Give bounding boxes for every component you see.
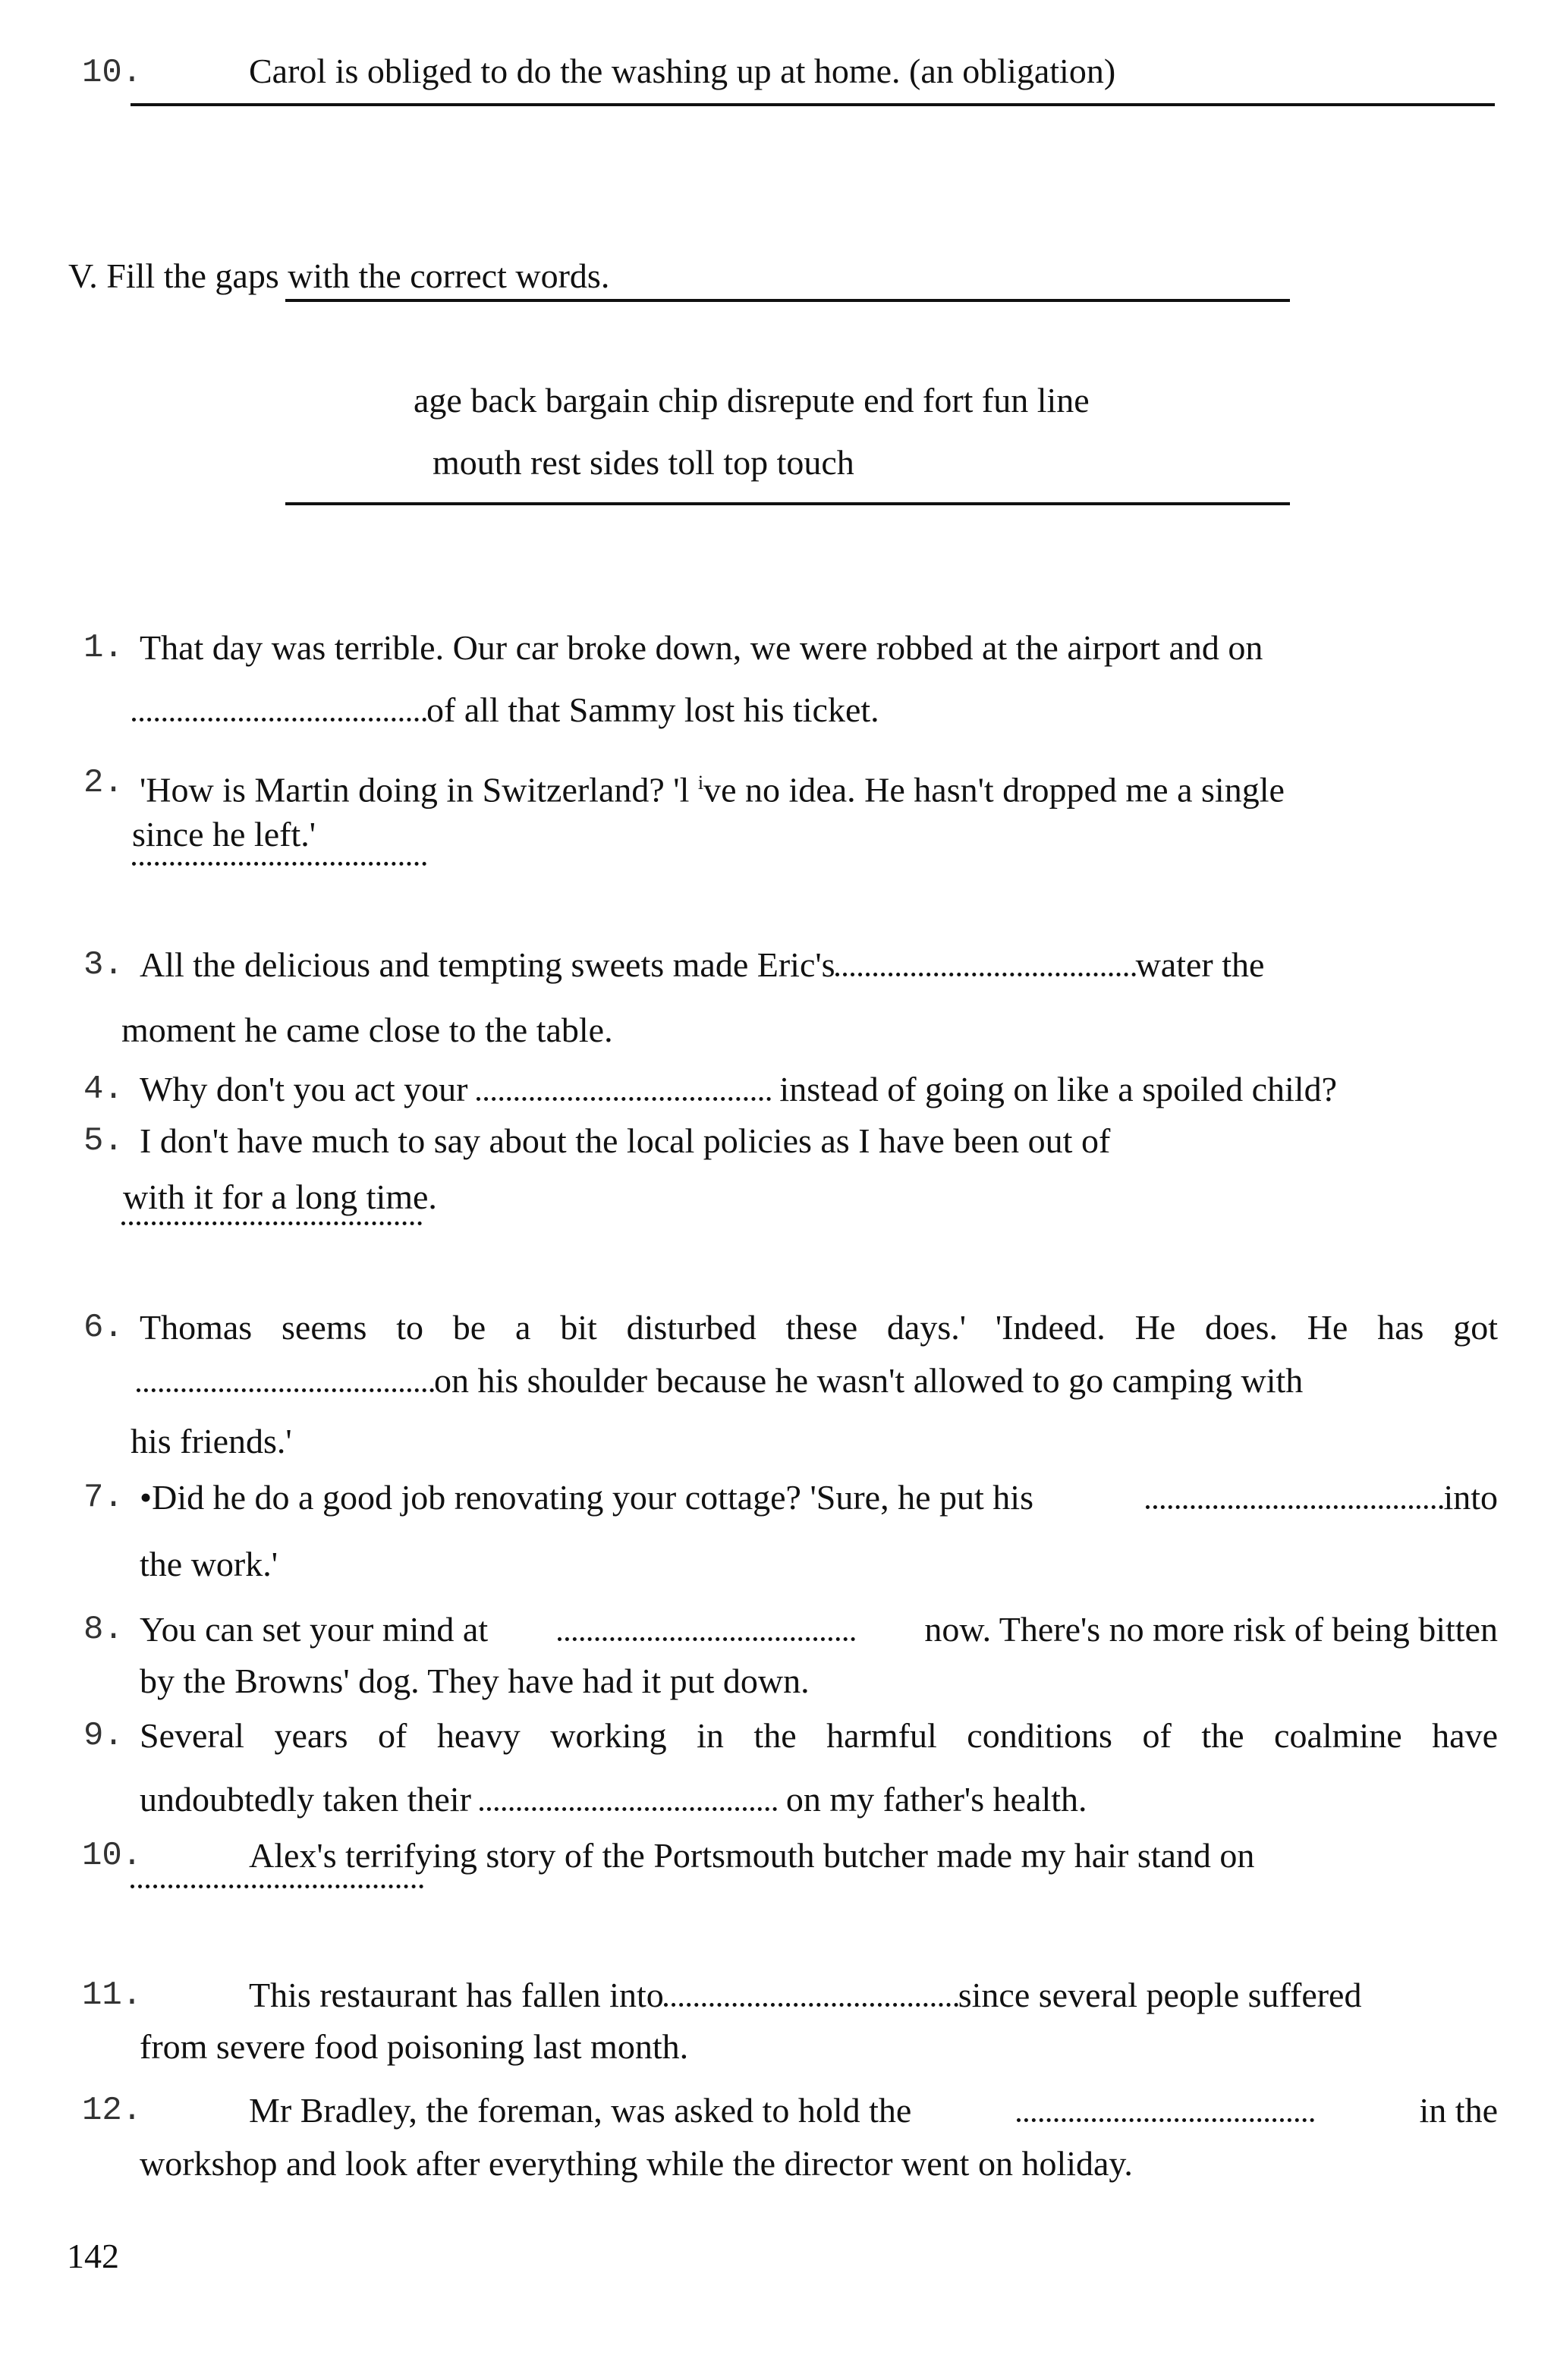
item-text: his friends.' xyxy=(131,1422,292,1460)
item-text: of all that Sammy lost his ticket. xyxy=(132,689,879,731)
item-text: moment he came close to the table. xyxy=(121,1011,613,1049)
item-text: Alex's terrifying story of the Portsmouth butcher made my hair stand on xyxy=(249,1836,1255,1875)
item-text: workshop and look after everything while the director went on holiday. xyxy=(140,2144,1133,2183)
word-box-top-rule xyxy=(285,299,1290,302)
item-number: 10. xyxy=(82,54,143,92)
item-text: by the Browns' dog. They have had it put down. xyxy=(140,1662,810,1700)
word-box-bottom-rule xyxy=(285,502,1290,505)
gap-blank xyxy=(131,1885,423,1888)
item-text: That day was terrible. Our car broke down, we were robbed at the airport and on xyxy=(140,628,1263,667)
item-number: 12. xyxy=(82,2092,143,2130)
item-text: Several years of heavy working in the harmful conditions of the coalmine have xyxy=(140,1716,1498,1755)
item-number: 5. xyxy=(83,1122,124,1160)
item-number: 7. xyxy=(83,1479,124,1517)
item-number: 1. xyxy=(83,629,124,667)
item-number: 11. xyxy=(82,1976,143,2014)
gap-blank xyxy=(558,1637,855,1641)
gap-blank xyxy=(1017,2118,1314,2122)
item-text: from severe food poisoning last month. xyxy=(140,2027,689,2066)
item-text: Thomas seems to be a bit disturbed these days.' 'Indeed. He does. He has got xyxy=(140,1308,1498,1347)
gap-blank xyxy=(132,862,426,866)
item-number: 9. xyxy=(83,1717,124,1755)
gap-blank xyxy=(480,1807,777,1811)
gap-blank xyxy=(121,1221,422,1225)
item-text: •Did he do a good job renovating your cottage? 'Sure, he put his into xyxy=(140,1478,1498,1517)
gap-blank xyxy=(835,973,1136,976)
item-number: 8. xyxy=(83,1611,124,1649)
item-text: 'How is Martin doing in Switzerland? 'l $^i$ve no idea. He hasn't dropped me a single xyxy=(140,770,1285,810)
gap-blank xyxy=(1146,1505,1443,1509)
item-number: 2. xyxy=(83,764,124,802)
item-number: 6. xyxy=(83,1309,124,1347)
item-text: the work.' xyxy=(140,1545,278,1583)
word-box-line: mouth rest sides toll top touch xyxy=(433,443,854,482)
item-text: on his shoulder because he wasn't allowed to go camping with xyxy=(137,1360,1303,1402)
gap-blank xyxy=(477,1097,771,1101)
item-text: All the delicious and tempting sweets made Eric's water the xyxy=(140,945,1265,984)
page-number: 142 xyxy=(67,2237,119,2275)
answer-line xyxy=(131,103,1495,106)
gap-blank xyxy=(664,2003,958,2007)
word-box-line: age back bargain chip disrepute end fort fun line xyxy=(414,381,1090,420)
item-text: undoubtedly taken their on my father's health. xyxy=(140,1780,1087,1819)
item-text: I don't have much to say about the local policies as I have been out of xyxy=(140,1121,1111,1160)
item-text: Carol is obliged to do the washing up at home. (an obligation) xyxy=(249,52,1116,90)
item-text: This restaurant has fallen into since several people suffered xyxy=(249,1976,1362,2014)
item-number: 3. xyxy=(83,946,124,984)
gap-blank xyxy=(137,1388,434,1392)
item-text: Why don't you act your instead of going on like a spoiled child? xyxy=(140,1070,1337,1108)
section-title: V. Fill the gaps with the correct words. xyxy=(68,256,610,295)
item-number: 10. xyxy=(82,1837,143,1875)
gap-blank xyxy=(132,718,426,722)
item-text: since he left.' xyxy=(132,815,316,854)
item-text: Mr Bradley, the foreman, was asked to hold the in the xyxy=(249,2091,1498,2130)
item-text: You can set your mind at now. There's no more risk of being bitten xyxy=(140,1610,1498,1649)
item-number: 4. xyxy=(83,1071,124,1108)
item-text: with it for a long time. xyxy=(123,1177,437,1216)
